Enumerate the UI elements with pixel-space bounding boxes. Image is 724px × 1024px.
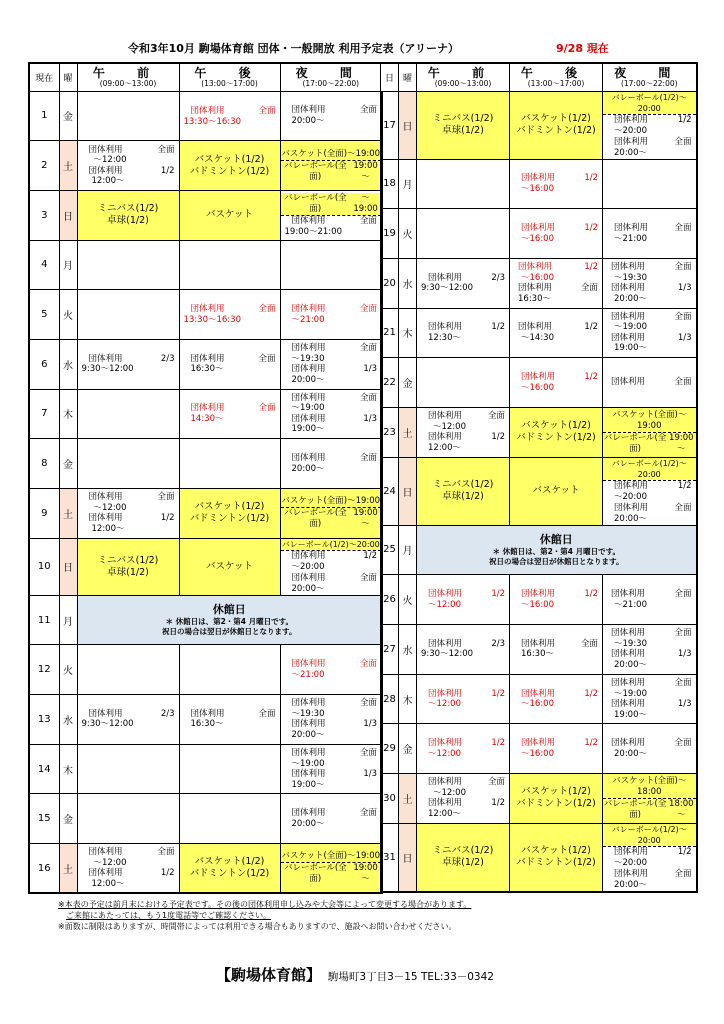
slot-night: 団体利用 全面 ～19:30 団体利用 1/3 20:00～	[280, 695, 382, 745]
day-row	[381, 674, 697, 724]
slot-afternoon: バスケット	[179, 190, 280, 240]
slot-afternoon	[179, 794, 280, 844]
slot-afternoon: バスケット	[510, 457, 603, 525]
day-row	[29, 339, 382, 389]
header-afternoon: 午 後 (13:00～17:00)	[510, 63, 603, 91]
slot-night: バレーボール(1/2)～20:00 団体利用 1/2 ～20:00 団体利用 全面 20:00～	[603, 457, 697, 525]
slot-afternoon: バスケット(1/2) バドミントン(1/2)	[179, 141, 280, 191]
slot-morning: 団体利用 1/2 ～12:00	[417, 575, 510, 625]
day-row	[381, 625, 697, 675]
day-row	[29, 439, 382, 489]
slot-afternoon	[179, 645, 280, 695]
slot-night	[280, 240, 382, 290]
slot-morning: 団体利用 全面 ～12:00 団体利用 1/2 12:00～	[77, 489, 179, 539]
header-night: 夜 間 (17:00～22:00)	[603, 63, 697, 91]
day-row	[381, 407, 697, 457]
day-number: 15	[29, 794, 59, 844]
day-of-week: 月	[399, 525, 417, 575]
slot-night: 団体利用 全面 ～19:00 団体利用 1/3 19:00～	[603, 674, 697, 724]
slot-afternoon: 団体利用 全面 16:30～	[179, 695, 280, 745]
slot-night: 団体利用 全面 ～21:00	[280, 645, 382, 695]
day-number: 9	[29, 489, 59, 539]
slot-night: 団体利用 全面 20:00～	[280, 794, 382, 844]
slot-night: バスケット(全面)～18:00 バレーボール(全面) 18:00～	[603, 774, 697, 824]
slot-night: バレーボール(1/2)～20:00 団体利用 1/2 ～20:00 団体利用 全面 20:00～	[603, 823, 697, 892]
day-number: 3	[29, 190, 59, 240]
day-number: 11	[29, 595, 59, 645]
slot-morning	[417, 159, 510, 209]
notes	[58, 899, 471, 932]
day-of-week: 土	[59, 141, 77, 191]
day-number: 7	[29, 389, 59, 439]
slot-night: 団体利用 全面 20:00～	[280, 91, 382, 141]
header-dow: 曜	[399, 63, 417, 91]
slot-afternoon: バスケット(1/2) バドミントン(1/2)	[510, 823, 603, 892]
day-of-week: 金	[59, 91, 77, 141]
footer	[216, 964, 494, 985]
note-line: ※面数に制限はありますが、時間帯によっては利用できる場合もありますので、施設へお問い合わせください。	[58, 922, 457, 931]
day-of-week: 木	[59, 389, 77, 439]
slot-afternoon: 団体利用 1/2 ～14:30	[510, 308, 603, 358]
slot-afternoon: バスケット(1/2) バドミントン(1/2)	[510, 91, 603, 159]
slot-night: バスケット(全面)～19:00 バレーボール(全面) 19:00～	[280, 141, 382, 191]
slot-night: 団体利用 全面 20:00～	[603, 724, 697, 774]
day-of-week: 日	[399, 457, 417, 525]
day-row	[29, 645, 382, 695]
slot-afternoon: バスケット(1/2) バドミントン(1/2)	[510, 407, 603, 457]
slot-morning: 団体利用 2/3 9:30～12:00	[417, 258, 510, 308]
slot-night: バレーボール(1/2)～20:00 団体利用 1/2 ～20:00 団体利用 全面 20:00～	[603, 91, 697, 159]
note-line: ※本表の予定は前月末における予定表です。その後の団体利用申し込みや大会等によって変更する場合があります。	[58, 900, 472, 909]
day-number: 30	[381, 774, 399, 824]
closed-day: 休館日 ＊ 休館日は、第2・第4 月曜日です。 祝日の場合は翌日が休館日となります。	[77, 595, 382, 645]
slot-night: 団体利用 全面 ～21:00	[603, 209, 697, 259]
slot-morning: 団体利用 1/2 ～12:00	[417, 724, 510, 774]
header-day: 日	[381, 63, 399, 91]
day-row	[29, 844, 382, 894]
slot-night: バスケット(全面)～19:00 バレーボール(全面) 19:00～	[603, 407, 697, 457]
slot-morning: 団体利用 1/2 ～12:00	[417, 674, 510, 724]
day-number: 26	[381, 575, 399, 625]
day-of-week: 土	[59, 844, 77, 894]
day-row	[29, 538, 382, 595]
day-number: 10	[29, 538, 59, 595]
note-line: ご来館にあたっては、もう1度電話等でご確認ください。	[66, 911, 272, 920]
day-of-week: 土	[399, 774, 417, 824]
day-of-week: 月	[59, 240, 77, 290]
day-of-week: 日	[399, 823, 417, 892]
slot-afternoon: 団体利用 1/2 ～16:00	[510, 209, 603, 259]
day-of-week: 火	[399, 209, 417, 259]
day-number: 20	[381, 258, 399, 308]
slot-afternoon: 団体利用 1/2 ～16:00	[510, 575, 603, 625]
day-number: 18	[381, 159, 399, 209]
slot-night: 団体利用 全面 20:00～	[280, 439, 382, 489]
slot-morning: ミニバス(1/2) 卓球(1/2)	[77, 190, 179, 240]
header-morning: 午 前 (09:00～13:00)	[77, 63, 179, 91]
day-of-week: 日	[399, 91, 417, 159]
as-of-date: 9/28 現在	[556, 42, 609, 55]
day-of-week: 日	[59, 538, 77, 595]
slot-night	[603, 159, 697, 209]
slot-morning: 団体利用 2/3 9:30～12:00	[77, 695, 179, 745]
schedule-table-left	[28, 62, 383, 894]
day-number: 6	[29, 339, 59, 389]
slot-afternoon: 団体利用 1/2 ～16:00	[510, 674, 603, 724]
day-row	[381, 258, 697, 308]
slot-afternoon: 団体利用 全面 16:30～	[179, 339, 280, 389]
slot-morning: ミニバス(1/2) 卓球(1/2)	[417, 91, 510, 159]
slot-morning: ミニバス(1/2) 卓球(1/2)	[417, 823, 510, 892]
day-row	[381, 525, 697, 575]
slot-morning: ミニバス(1/2) 卓球(1/2)	[417, 457, 510, 525]
slot-night: 団体利用 全面 ～19:00 団体利用 1/3 19:00～	[603, 308, 697, 358]
day-row	[381, 724, 697, 774]
day-number: 8	[29, 439, 59, 489]
header-morning: 午 前 (09:00～13:00)	[417, 63, 510, 91]
facility-address: 駒場町3丁目3－15 TEL:33－0342	[327, 971, 494, 983]
slot-morning: 団体利用 2/3 9:30～12:00	[417, 625, 510, 675]
slot-night: 団体利用 全面 ～21:00	[280, 290, 382, 340]
slot-morning	[77, 389, 179, 439]
slot-morning: 団体利用 2/3 9:30～12:00	[77, 339, 179, 389]
day-of-week: 金	[59, 794, 77, 844]
slot-afternoon: 団体利用 1/2 ～16:00	[510, 358, 603, 408]
slot-night: バスケット(全面)～19:00 バレーボール(全面) 19:00～	[280, 844, 382, 894]
day-of-week: 火	[399, 575, 417, 625]
day-of-week: 金	[59, 439, 77, 489]
slot-night: 団体利用 全面 ～19:30 団体利用 1/3 20:00～	[603, 625, 697, 675]
day-of-week: 土	[399, 407, 417, 457]
day-number: 28	[381, 674, 399, 724]
header-dow: 曜	[59, 63, 77, 91]
day-row	[381, 774, 697, 824]
day-of-week: 月	[59, 595, 77, 645]
slot-afternoon	[179, 240, 280, 290]
day-row	[381, 308, 697, 358]
day-row	[381, 457, 697, 525]
day-of-week: 水	[59, 339, 77, 389]
slot-afternoon	[179, 744, 280, 794]
slot-morning: 団体利用 全面 ～12:00 団体利用 1/2 12:00～	[77, 844, 179, 894]
day-row	[29, 141, 382, 191]
slot-morning: 団体利用 全面 ～12:00 団体利用 1/2 12:00～	[417, 407, 510, 457]
page-title	[0, 40, 724, 58]
day-of-week: 火	[59, 290, 77, 340]
slot-night: 団体利用 全面 ～19:00 団体利用 1/3 19:00～	[280, 744, 382, 794]
slot-night: 団体利用 全面 ～21:00	[603, 575, 697, 625]
day-row	[29, 240, 382, 290]
slot-afternoon: バスケット	[179, 538, 280, 595]
day-of-week: 土	[59, 489, 77, 539]
schedule-table-right	[380, 62, 698, 893]
slot-morning	[77, 794, 179, 844]
slot-afternoon: 団体利用 1/2 ～16:00	[510, 724, 603, 774]
slot-afternoon: 団体利用 1/2 ～16:00	[510, 159, 603, 209]
day-of-week: 水	[399, 258, 417, 308]
day-number: 4	[29, 240, 59, 290]
day-of-week: 火	[59, 645, 77, 695]
slot-morning	[417, 209, 510, 259]
day-number: 23	[381, 407, 399, 457]
facility-name: 【駒場体育館】	[216, 966, 322, 984]
slot-afternoon: バスケット(1/2) バドミントン(1/2)	[510, 774, 603, 824]
day-number: 25	[381, 525, 399, 575]
day-number: 24	[381, 457, 399, 525]
slot-morning	[77, 645, 179, 695]
header-current: 現在	[29, 63, 59, 91]
slot-afternoon: バスケット(1/2) バドミントン(1/2)	[179, 489, 280, 539]
header-afternoon: 午 後 (13:00～17:00)	[179, 63, 280, 91]
day-number: 29	[381, 724, 399, 774]
day-number: 5	[29, 290, 59, 340]
day-number: 1	[29, 91, 59, 141]
slot-morning	[417, 358, 510, 408]
day-row	[381, 823, 697, 892]
slot-morning: ミニバス(1/2) 卓球(1/2)	[77, 538, 179, 595]
slot-morning	[77, 439, 179, 489]
day-of-week: 木	[399, 308, 417, 358]
slot-night: 団体利用 全面 ～19:30 団体利用 1/3 20:00～	[603, 258, 697, 308]
slot-afternoon	[179, 439, 280, 489]
day-number: 27	[381, 625, 399, 675]
slot-morning	[77, 290, 179, 340]
slot-afternoon: 団体利用 全面 13:30～16:30	[179, 91, 280, 141]
day-row	[29, 190, 382, 240]
slot-afternoon: バスケット(1/2) バドミントン(1/2)	[179, 844, 280, 894]
day-of-week: 木	[59, 744, 77, 794]
day-of-week: 金	[399, 724, 417, 774]
day-number: 16	[29, 844, 59, 894]
slot-night: 団体利用 全面 ～19:00 団体利用 1/3 19:00～	[280, 389, 382, 439]
slot-afternoon: 団体利用 1/2 ～16:00 団体利用 全面 16:30～	[510, 258, 603, 308]
day-number: 2	[29, 141, 59, 191]
day-number: 22	[381, 358, 399, 408]
day-number: 12	[29, 645, 59, 695]
day-of-week: 水	[59, 695, 77, 745]
day-of-week: 木	[399, 674, 417, 724]
day-row	[29, 389, 382, 439]
day-row	[381, 358, 697, 408]
day-number: 21	[381, 308, 399, 358]
day-row	[29, 290, 382, 340]
day-of-week: 月	[399, 159, 417, 209]
closed-day: 休館日 ＊ 休館日は、第2・第4 月曜日です。 祝日の場合は翌日が休館日となります。	[417, 525, 697, 575]
day-row	[29, 595, 382, 645]
day-row	[381, 575, 697, 625]
day-number: 19	[381, 209, 399, 259]
day-row	[381, 209, 697, 259]
slot-morning	[77, 744, 179, 794]
slot-morning: 団体利用 1/2 12:30～	[417, 308, 510, 358]
header-night: 夜 間 (17:00～22:00)	[280, 63, 382, 91]
day-number: 31	[381, 823, 399, 892]
day-row	[29, 744, 382, 794]
day-number: 14	[29, 744, 59, 794]
slot-afternoon: 団体利用 全面 13:30～16:30	[179, 290, 280, 340]
slot-night: バスケット(全面)～19:00 バレーボール(全面) 19:00～	[280, 489, 382, 539]
day-row	[29, 489, 382, 539]
day-row	[29, 794, 382, 844]
slot-afternoon: 団体利用 全面 14:30～	[179, 389, 280, 439]
day-row	[29, 91, 382, 141]
slot-morning: 団体利用 全面 ～12:00 団体利用 1/2 12:00～	[77, 141, 179, 191]
day-of-week: 日	[59, 190, 77, 240]
day-of-week: 金	[399, 358, 417, 408]
day-number: 13	[29, 695, 59, 745]
slot-night: バレーボール(1/2)～20:00 団体利用 1/2 ～20:00 団体利用 全面 20:00～	[280, 538, 382, 595]
day-row	[29, 695, 382, 745]
schedule-title: 令和3年10月 駒場体育館 団体・一般開放 利用予定表（アリーナ）	[128, 42, 460, 55]
day-of-week: 水	[399, 625, 417, 675]
day-number: 17	[381, 91, 399, 159]
slot-night: バレーボール(全面) ～19:00 団体利用 全面 19:00～21:00	[280, 190, 382, 240]
slot-morning: 団体利用 全面 ～12:00 団体利用 1/2 12:00～	[417, 774, 510, 824]
day-row	[381, 159, 697, 209]
slot-afternoon: 団体利用 全面 16:30～	[510, 625, 603, 675]
slot-morning	[77, 91, 179, 141]
slot-night: 団体利用 全面	[603, 358, 697, 408]
slot-night: 団体利用 全面 ～19:30 団体利用 1/3 20:00～	[280, 339, 382, 389]
slot-morning	[77, 240, 179, 290]
day-row	[381, 91, 697, 159]
